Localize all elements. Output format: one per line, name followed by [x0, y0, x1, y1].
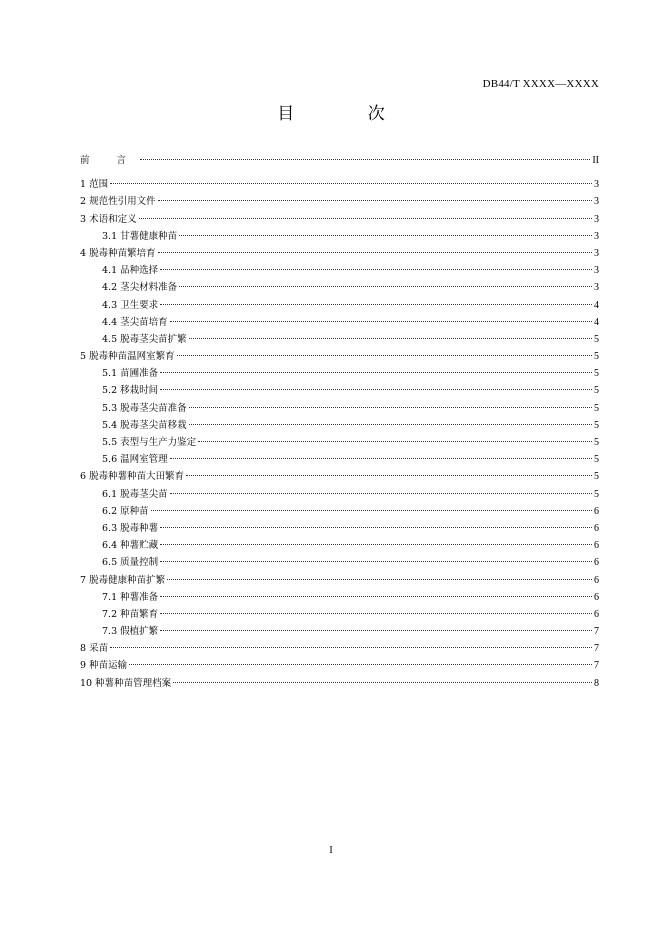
document-code: DB44/T XXXX—XXXX — [482, 78, 599, 90]
dot-leader — [158, 252, 592, 253]
toc-entry-label: 6.2 原种苗 — [102, 505, 149, 517]
dot-leader — [151, 510, 592, 511]
toc-entry-page: 3 — [594, 230, 599, 242]
dot-leader — [177, 355, 592, 356]
dot-leader — [170, 321, 592, 322]
toc-subentry[interactable] — [80, 520, 599, 537]
toc-entry-page: 5 — [594, 419, 599, 431]
toc-entry-page: 7 — [594, 643, 599, 655]
toc-entry-page: 4 — [594, 316, 599, 328]
toc-entry-page: 3 — [594, 265, 599, 277]
toc-entry-label: 1 范围 — [80, 179, 109, 191]
dot-leader — [173, 682, 592, 683]
toc-entry-page: 6 — [594, 608, 599, 620]
dot-leader — [110, 647, 592, 648]
dot-leader — [160, 389, 592, 390]
toc-entry-label: 4.3 卫生要求 — [102, 299, 159, 311]
dot-leader — [140, 159, 590, 160]
dot-leader — [170, 493, 592, 494]
toc-subentry[interactable] — [80, 331, 599, 348]
toc-subentry[interactable] — [80, 503, 599, 520]
toc-subentry[interactable] — [80, 451, 599, 468]
toc-entry-label: 8 采苗 — [80, 643, 109, 655]
table-of-contents — [80, 152, 599, 692]
toc-entry-page: 3 — [594, 282, 599, 294]
dot-leader — [160, 613, 592, 614]
toc-entry-label: 2 规范性引用文件 — [80, 196, 156, 208]
dot-leader — [160, 561, 592, 562]
dot-leader — [160, 527, 592, 528]
toc-subentry[interactable] — [80, 434, 599, 451]
toc-entry-label: 5.5 表型与生产力鉴定 — [102, 437, 197, 448]
dot-leader — [170, 458, 592, 459]
dot-leader — [198, 441, 592, 442]
toc-entry-label: 9 种苗运输 — [80, 660, 128, 672]
toc-entry-page: 5 — [594, 351, 599, 363]
dot-leader — [189, 407, 592, 408]
dot-leader — [160, 630, 592, 631]
dot-leader — [189, 424, 592, 425]
toc-subentry[interactable] — [80, 589, 599, 606]
dot-leader — [160, 372, 592, 373]
toc-entry-label: 6.3 脱毒种薯 — [102, 522, 159, 534]
dot-leader — [179, 286, 592, 287]
toc-subentry[interactable] — [80, 382, 599, 399]
toc-subentry[interactable] — [80, 417, 599, 434]
toc-entry-label: 5.4 脱毒茎尖苗移栽 — [102, 419, 187, 431]
toc-entry-label: 7.2 种苗繁育 — [102, 608, 159, 620]
toc-entry[interactable] — [80, 657, 599, 674]
toc-subentry[interactable] — [80, 554, 599, 571]
toc-entry-label: 4.2 茎尖材料准备 — [102, 282, 178, 294]
toc-subentry[interactable] — [80, 537, 599, 554]
dot-leader — [179, 235, 592, 236]
toc-entry-label: 3 术语和定义 — [80, 213, 137, 225]
dot-leader — [110, 183, 592, 184]
toc-entry[interactable] — [80, 348, 599, 365]
toc-subentry[interactable] — [80, 314, 599, 331]
toc-entry-page: 5 — [594, 454, 599, 466]
dot-leader — [160, 269, 592, 270]
toc-entry[interactable] — [80, 245, 599, 262]
toc-entry[interactable] — [80, 193, 599, 210]
toc-entry-label: 7 脱毒健康种苗扩繁 — [80, 574, 166, 586]
toc-subentry[interactable] — [80, 279, 599, 296]
dot-leader — [167, 579, 592, 580]
toc-subentry[interactable] — [80, 400, 599, 417]
toc-entry[interactable] — [80, 572, 599, 589]
toc-entry-label: 7.1 种薯准备 — [102, 591, 159, 603]
dot-leader — [129, 664, 592, 665]
dot-leader — [139, 218, 592, 219]
toc-entry[interactable] — [80, 640, 599, 657]
toc-entry-label: 5.6 温网室管理 — [102, 454, 168, 466]
toc-entry-label: 5 脱毒种苗温网室繁育 — [80, 351, 175, 363]
toc-entry-label: 6.1 脱毒茎尖苗 — [102, 488, 168, 500]
toc-entry-label: 4 脱毒种苗繁培育 — [80, 247, 156, 259]
toc-entry-page: 5 — [594, 471, 599, 483]
toc-entry-label: 4.5 脱毒茎尖苗扩繁 — [102, 333, 187, 345]
toc-entry-label: 4.1 品种选择 — [102, 265, 159, 277]
toc-entry-page: 6 — [594, 540, 599, 552]
toc-entry-page: 7 — [594, 660, 599, 672]
toc-entry-page: 3 — [594, 247, 599, 259]
toc-entry-label: 5.1 苗圃准备 — [102, 368, 159, 380]
toc-entry-page: 6 — [594, 505, 599, 517]
toc-entry-label: 7.3 假植扩繁 — [102, 626, 159, 638]
toc-entry-page: 6 — [594, 591, 599, 603]
toc-entry-label: 10 种薯种苗管理档案 — [80, 677, 172, 689]
toc-entry-page: 4 — [594, 299, 599, 311]
toc-entry-label: 6.5 质量控制 — [102, 557, 159, 569]
toc-entry[interactable] — [80, 176, 599, 193]
toc-subentry[interactable] — [80, 606, 599, 623]
toc-entry-page: 5 — [594, 385, 599, 397]
toc-subentry[interactable] — [80, 486, 599, 503]
toc-entry[interactable] — [80, 211, 599, 228]
page-number: I — [329, 845, 333, 856]
dot-leader — [186, 475, 592, 476]
toc-entry-page: 6 — [594, 522, 599, 534]
dot-leader — [158, 200, 592, 201]
toc-entry-page: 5 — [594, 402, 599, 414]
toc-subentry[interactable] — [80, 228, 599, 245]
toc-entry-page: II — [592, 155, 599, 166]
dot-leader — [160, 304, 592, 305]
toc-entry-label: 6.4 种薯贮藏 — [102, 540, 159, 552]
toc-entry-page: 3 — [594, 196, 599, 208]
toc-entry[interactable] — [80, 152, 599, 169]
toc-entry-page: 6 — [594, 557, 599, 569]
toc-entry-page: 5 — [594, 437, 599, 448]
toc-subentry[interactable] — [80, 365, 599, 382]
toc-entry-label: 5.3 脱毒茎尖苗准备 — [102, 402, 187, 414]
toc-entry[interactable] — [80, 468, 599, 485]
toc-entry-page: 3 — [594, 179, 599, 191]
toc-entry-page: 3 — [594, 213, 599, 225]
dot-leader — [160, 544, 592, 545]
toc-subentry[interactable] — [80, 623, 599, 640]
toc-entry-page: 5 — [594, 368, 599, 380]
toc-entry[interactable] — [80, 675, 599, 692]
toc-entry-page: 7 — [594, 626, 599, 638]
toc-entry-label: 4.4 茎尖苗培育 — [102, 316, 168, 328]
toc-entry-label: 3.1 甘薯健康种苗 — [102, 230, 178, 242]
toc-entry-page: 8 — [594, 677, 599, 689]
toc-entry-label: 6 脱毒种薯种苗大田繁育 — [80, 471, 185, 483]
toc-subentry[interactable] — [80, 262, 599, 279]
toc-entry-page: 6 — [594, 574, 599, 586]
toc-subentry[interactable] — [80, 297, 599, 314]
toc-entry-page: 5 — [594, 333, 599, 345]
dot-leader — [160, 596, 592, 597]
toc-entry-label: 前 言 — [80, 155, 139, 166]
toc-entry-page: 5 — [594, 488, 599, 500]
dot-leader — [189, 338, 592, 339]
toc-entry-label: 5.2 移栽时间 — [102, 385, 159, 397]
toc-title: 目 次 — [277, 104, 419, 124]
